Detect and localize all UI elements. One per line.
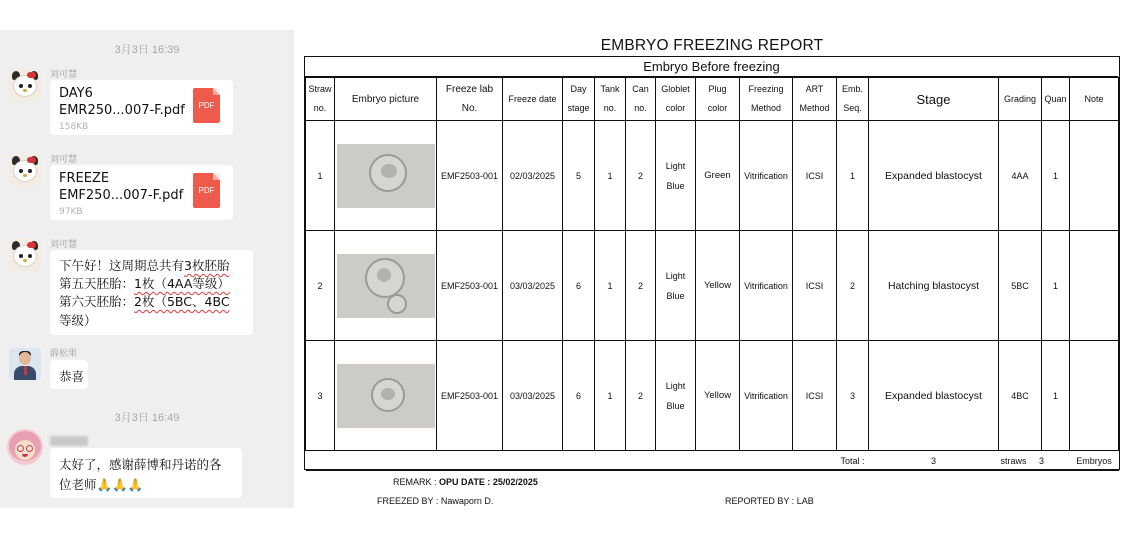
art-method: ICSI [793, 341, 837, 451]
report-table-frame [304, 56, 1120, 470]
sender-name: 刘可慧 [50, 154, 78, 164]
col-header: ART Method [793, 78, 837, 121]
freezing-method: Vitrification [740, 231, 793, 341]
tank-no: 1 [595, 231, 626, 341]
chat-timestamp: 3月3日 16:49 [114, 412, 180, 424]
can-no: 2 [626, 341, 656, 451]
straw-no: 2 [306, 231, 335, 341]
sender-name: 薛松果 [50, 348, 78, 358]
straw-no: 3 [306, 341, 335, 451]
tank-no: 1 [595, 341, 626, 451]
quantity: 1 [1042, 341, 1070, 451]
avatar[interactable] [9, 69, 41, 101]
quantity: 1 [1042, 231, 1070, 341]
plug-color: Yellow [696, 231, 740, 341]
file-message[interactable] [50, 165, 233, 220]
day-stage: 5 [563, 121, 595, 231]
freeze-date: 03/03/2025 [503, 231, 563, 341]
reported-by: REPORTED BY : LAB [725, 496, 814, 506]
col-header: Day stage [563, 78, 595, 121]
text-message[interactable] [50, 250, 253, 335]
avatar[interactable] [9, 154, 41, 186]
file-name-line: EMR250...007-F.pdf [59, 103, 185, 118]
sender-name: 刘可慧 [50, 69, 78, 79]
report-title: EMBRYO FREEZING REPORT [600, 37, 824, 54]
plug-color: Yellow [696, 341, 740, 451]
col-header: Grading [999, 78, 1042, 121]
col-header: Plug color [696, 78, 740, 121]
goblet-color: Light Blue [656, 341, 696, 451]
text-message[interactable] [50, 360, 88, 389]
freeze-date: 02/03/2025 [503, 121, 563, 231]
day-stage: 6 [563, 341, 595, 451]
file-name-line: FREEZE [59, 171, 110, 186]
table-row [306, 231, 1119, 341]
file-size: 158KB [59, 122, 89, 132]
pdf-file-icon: PDF [193, 88, 220, 123]
can-no: 2 [626, 231, 656, 341]
col-header: Freezing Method [740, 78, 793, 121]
avatar[interactable] [9, 348, 41, 380]
col-header: Straw no. [306, 78, 335, 121]
text-message[interactable] [50, 448, 242, 498]
message-line: 位老师🙏🙏🙏 [59, 477, 144, 492]
report-subtitle: Embryo Before freezing [305, 57, 1118, 77]
col-header: Freeze lab No. [437, 78, 503, 121]
col-header: Globlet color [656, 78, 696, 121]
embryo-picture [335, 231, 437, 341]
emb-seq: 3 [837, 341, 869, 451]
col-header: Note [1070, 78, 1119, 121]
table-row [306, 121, 1119, 231]
file-size: 97KB [59, 207, 83, 217]
stage: Expanded blastocyst [869, 121, 999, 231]
total-label: Total : [306, 451, 869, 471]
file-message[interactable] [50, 80, 233, 135]
total-count: 3 [869, 451, 999, 471]
chat-panel[interactable] [0, 30, 294, 508]
emb-seq: 1 [837, 121, 869, 231]
pdf-file-icon: PDF [193, 173, 220, 208]
can-no: 2 [626, 121, 656, 231]
freeze-date: 03/03/2025 [503, 341, 563, 451]
message-line: 太好了，感谢薛博和丹诺的各 [59, 457, 222, 472]
col-header: Can no. [626, 78, 656, 121]
message-line: 下午好！这周期总共有3枚胚胎 [59, 258, 230, 273]
freezing-report-document [300, 30, 1124, 508]
col-header: Stage [869, 78, 999, 121]
message-line: 第六天胚胎：2枚（5BC、4BC [59, 294, 230, 309]
embryo-picture [335, 341, 437, 451]
message-line: 第五天胚胎：1枚（4AA等级） [59, 276, 230, 291]
embryo-table [305, 77, 1119, 471]
freezed-by: FREEZED BY : Nawaporn D. [377, 496, 494, 506]
freeze-lab-no: EMF2503-001 [437, 231, 503, 341]
note [1070, 341, 1119, 451]
art-method: ICSI [793, 231, 837, 341]
col-header: Emb. Seq. [837, 78, 869, 121]
avatar[interactable] [9, 239, 41, 271]
freezing-method: Vitrification [740, 341, 793, 451]
freezing-method: Vitrification [740, 121, 793, 231]
col-header: Embryo picture [335, 78, 437, 121]
table-row [306, 341, 1119, 451]
total-straws: straws 3 [999, 451, 1070, 471]
goblet-color: Light Blue [656, 231, 696, 341]
freeze-lab-no: EMF2503-001 [437, 121, 503, 231]
total-embryos-label: Embryos [1070, 451, 1119, 471]
col-header: Tank no. [595, 78, 626, 121]
quantity: 1 [1042, 121, 1070, 231]
total-row [306, 451, 1119, 471]
note [1070, 121, 1119, 231]
emb-seq: 2 [837, 231, 869, 341]
day-stage: 6 [563, 231, 595, 341]
sender-name: 刘可慧 [50, 239, 78, 249]
stage: Hatching blastocyst [869, 231, 999, 341]
grading: 5BC [999, 231, 1042, 341]
art-method: ICSI [793, 121, 837, 231]
col-header: Freeze date [503, 78, 563, 121]
remark: REMARK : OPU DATE : 25/02/2025 [393, 477, 538, 487]
table-header-row [306, 78, 1119, 121]
plug-color: Green [696, 121, 740, 231]
message-line: 等级） [59, 313, 97, 328]
goblet-color: Light Blue [656, 121, 696, 231]
avatar[interactable] [7, 429, 43, 465]
freeze-lab-no: EMF2503-001 [437, 341, 503, 451]
tank-no: 1 [595, 121, 626, 231]
file-name-line: EMF250...007-F.pdf [59, 188, 184, 203]
note [1070, 231, 1119, 341]
embryo-picture [335, 121, 437, 231]
file-name-line: DAY6 [59, 86, 93, 101]
message-line: 恭喜 [59, 369, 85, 384]
sender-name-masked [50, 435, 88, 446]
grading: 4AA [999, 121, 1042, 231]
chat-timestamp: 3月3日 16:39 [114, 44, 180, 56]
straw-no: 1 [306, 121, 335, 231]
col-header: Quan [1042, 78, 1070, 121]
stage: Expanded blastocyst [869, 341, 999, 451]
grading: 4BC [999, 341, 1042, 451]
